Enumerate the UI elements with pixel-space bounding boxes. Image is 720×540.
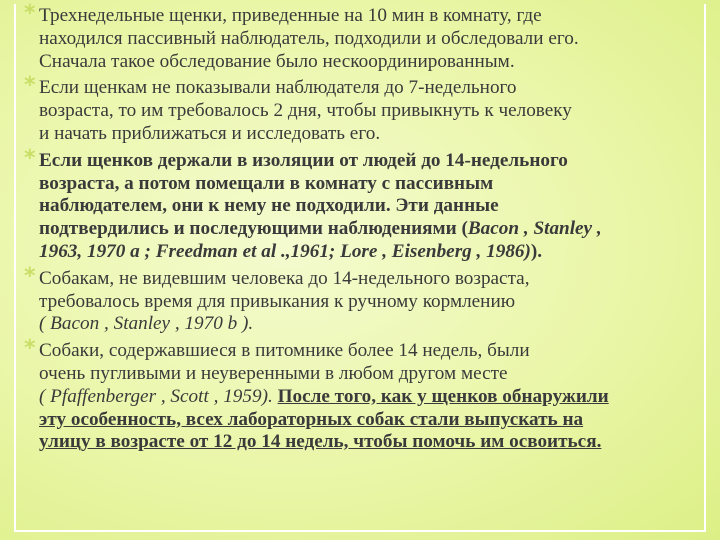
- text-line: [39, 218, 714, 241]
- bullet-5: [24, 336, 714, 454]
- bullet-3: [24, 145, 714, 264]
- text-line: возраста, то им требовалось 2 дня, чтобы привыкнуть к человеку: [39, 100, 572, 122]
- text-segment: ).: [530, 240, 543, 262]
- citation: 1963, 1970 a ; Freedman et al .,1961; Lore , Eisenberg , 1986): [39, 240, 531, 262]
- bullet-mark: *: [24, 336, 36, 362]
- bullet-mark: *: [24, 73, 36, 99]
- text-line: требовалось время для привыкания к ручному кормлению: [39, 290, 516, 312]
- citation: ( Bacon , Stanley , 1970 b ).: [39, 313, 254, 335]
- text-line: Трехнедельные щенки, приведенные на 10 мин в комнату, где: [39, 5, 542, 26]
- text-line: Если щенкам не показывали наблюдателя до 7-недельного: [39, 77, 517, 99]
- bullet-4: [24, 263, 714, 336]
- text-segment: подтвердились и последующими наблюдениями (: [39, 218, 468, 240]
- text-line: Если щенков держали в изоляции от людей до 14-недельного: [39, 149, 568, 171]
- underlined-text: После того, как у щенков обнаружили: [277, 385, 609, 407]
- text-line: находился пассивный наблюдатель, подходили и обследовали его.: [39, 27, 579, 49]
- text-line: [39, 241, 714, 264]
- bullet-1: [24, 1, 714, 73]
- underlined-text: улицу в возрасте от 12 до 14 недель, чтобы помочь им освоиться.: [39, 431, 602, 453]
- text-line: [39, 386, 714, 409]
- text-line: Собаки, содержавшиеся в питомнике более 14 недель, были: [39, 340, 530, 362]
- text-line: возраста, а потом помещали в комнату с пассивным: [39, 172, 494, 194]
- underlined-text: эту особенность, всех лабораторных собак стали выпускать на: [39, 408, 584, 430]
- text-line: Собакам, не видевшим человека до 14-недельного возраста,: [39, 267, 530, 289]
- text-line: очень пугливыми и неуверенными в любом другом месте: [39, 362, 508, 384]
- citation: Bacon , Stanley ,: [467, 218, 602, 240]
- bullet-mark: *: [24, 145, 36, 171]
- citation: ( Pfaffenberger , Scott , 1959).: [39, 385, 273, 407]
- bullet-mark: *: [24, 263, 36, 289]
- slide-content: [24, 1, 714, 458]
- text-line: и начать приближаться и исследовать его.: [39, 122, 381, 144]
- bullet-mark: *: [24, 1, 36, 26]
- bullet-2: [24, 73, 714, 145]
- text-line: наблюдателем, они к нему не подходили. Эти данные: [39, 195, 499, 217]
- text-line: Сначала такое обследование было нескоординированным.: [39, 50, 515, 72]
